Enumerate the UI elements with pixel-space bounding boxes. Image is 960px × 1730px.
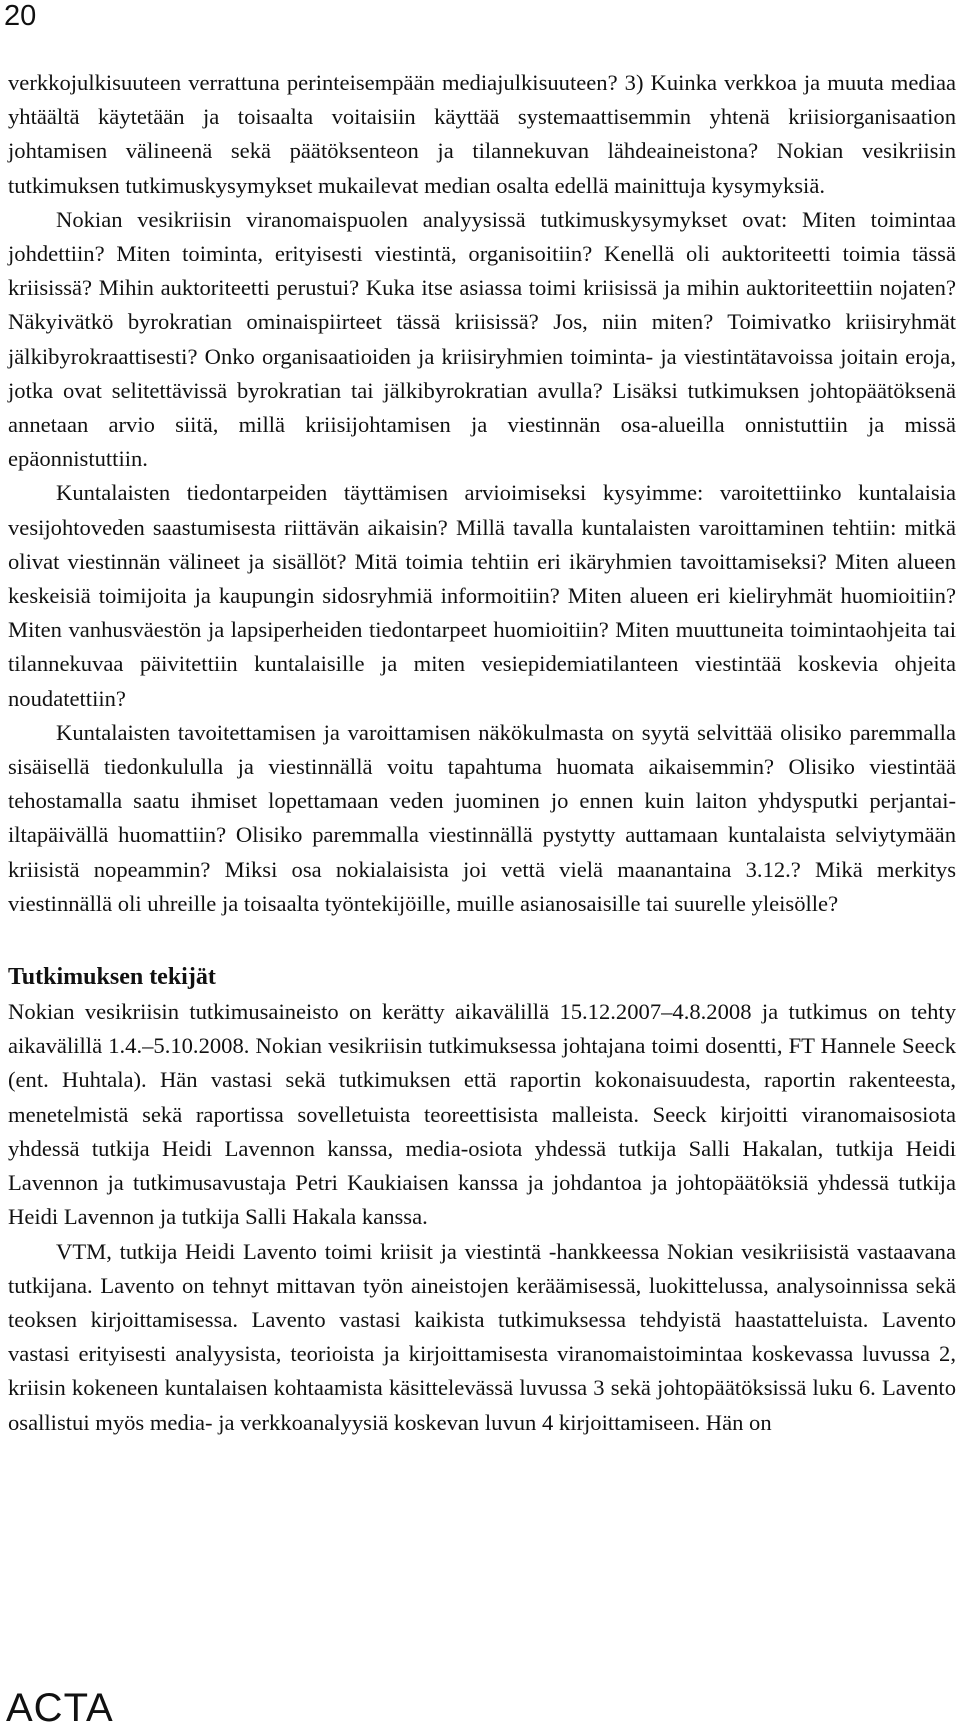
paragraph-2: Nokian vesikriisin viranomaispuolen analyysissä tutkimuskysymykset ovat: Miten toimintaa johdettiin? Miten toiminta, erityisesti viestintä, organisoitiin? Kenellä oli auktoriteetti toimia tässä kriisissä? Mihin auktoriteetti perustui? Kuka itse asiassa toimi kriisissä ja mihin auktoriteettiin nojaten? Näkyivätkö byrokratian ominaispiirteet tässä kriisissä? Jos, niin miten? Toimivatko kriisiryhmät jälkibyrokraattisesti? Onko organisaatioiden ja kriisiryhmien toiminta- ja viestintätavoissa joitain eroja, jotka ovat selitettävissä byrokratian tai jälkibyrokratian avulla? Lisäksi tutkimuksen johtopäätöksenä annetaan arvio siitä, millä kriisijohtamisen ja viestinnän osa-alueilla onnistuttiin ja missä epäonnistuttiin. [8, 206, 956, 472]
section-heading: Tutkimuksen tekijät [8, 964, 216, 991]
paragraph-3: Kuntalaisten tiedontarpeiden täyttämisen arvioimiseksi kysyimme: varoitettiinko kuntalaisia vesijohtoveden saastumisesta riittävän aikaisin? Millä tavalla kuntalaisten varoittaminen tehtiin: mitkä olivat viestinnän välineet ja sisällöt? Mitä toimia tehtiin eri ikäryhmien tavoittamiseksi? Miten alueen keskeisiä toimijoita ja kaupungin sidosryhmiä informoitiin? Miten alueen eri kieliryhmät huomioitiin? Miten vanhusväestön ja lapsiperheiden tiedontarpeet huomioitiin? Miten muuttuneita toimintaohjeita tai tilannekuvaa päivitettiin kuntalaisille ja miten vesiepidemiatilanteen viestintää koskevia ohjeita noudatettiin? [8, 480, 956, 711]
page-number: 20 [4, 0, 37, 32]
paragraph-4: Kuntalaisten tavoitettamisen ja varoittamisen näkökulmasta on syytä selvittää olisiko paremmalla sisäisellä tiedonkululla ja viestinnällä voitu tapahtuma huomata aikaisemmin? Olisiko viestintää tehostamalla saatu ihmiset lopettamaan veden juominen jo ennen kuin laiton yhdysputki perjantai-iltapäivällä huomattiin? Olisiko paremmalla viestinnällä pystytty auttamaan kuntalaista selviytymään kriisistä nopeammin? Miksi osa nokialaisista joi vettä vielä maanantaina 3.12.? Mikä merkitys viestinnällä oli uhreille ja toisaalta työntekijöille, muille asianosaisille tai suurelle yleisölle? [8, 719, 956, 916]
section-paragraph-1: Nokian vesikriisin tutkimusaineisto on kerätty aikavälillä 15.12.2007–4.8.2008 ja tutkimus on tehty aikavälillä 1.4.–5.10.2008. Nokian vesikriisin tutkimuksessa johtajana toimi dosentti, FT Hannele Seeck (ent. Huhtala). Hän vastasi sekä tutkimuksen että raportin kokonaisuudesta, raportin rakenteesta, menetelmistä sekä raportissa sovelletuista teoreettisista malleista. Seeck kirjoitti viranomaisosiota yhdessä tutkija Heidi Lavennon kanssa, media-osiota yhdessä tutkija Salli Hakalan, tutkija Heidi Lavennon ja tutkimusavustaja Petri Kaukiaisen kanssa ja johdantoa ja johtopäätöksiä yhdessä tutkija Heidi Lavennon ja tutkija Salli Hakala kanssa. [8, 999, 956, 1230]
section-paragraph-2: VTM, tutkija Heidi Lavento toimi kriisit ja viestintä -hankkeessa Nokian vesikriisistä vastaavana tutkijana. Lavento on tehnyt mittavan työn aineistojen keräämisessä, luokittelussa, analysoinnissa sekä teoksen kirjoittamisessa. Lavento vastasi kaikista tutkimuksessa tehdyistä haastatteluista. Lavento vastasi erityisesti analyysista, teorioista ja kirjoittamisesta viranomaistoimintaa koskevassa luvussa 2, kriisin kokeneen kuntalaisen kohtaamista käsittelevässä luvussa 3 sekä johtopäätöksissä luku 6. Lavento osallistui myös media- ja verkkoanalyysiä koskevan luvun 4 kirjoittamiseen. Hän on [8, 1238, 956, 1435]
paragraph-1: verkkojulkisuuteen verrattuna perinteisempään mediajulkisuuteen? 3) Kuinka verkkoa ja muuta mediaa yhtäältä käytetään ja toisaalta voitaisiin käyttää systemaattisemmin yhtenä kriisiorganisaation johtamisen välineenä sekä päätöksenteon ja tilannekuvan lähdeaineistona? Nokian vesikriisin tutkimuksen tutkimuskysymykset mukailevat median osalta edellä mainittuja kysymyksiä. [8, 70, 956, 198]
body-text [8, 66, 956, 1440]
publication-logo: ACTA [6, 1686, 114, 1730]
